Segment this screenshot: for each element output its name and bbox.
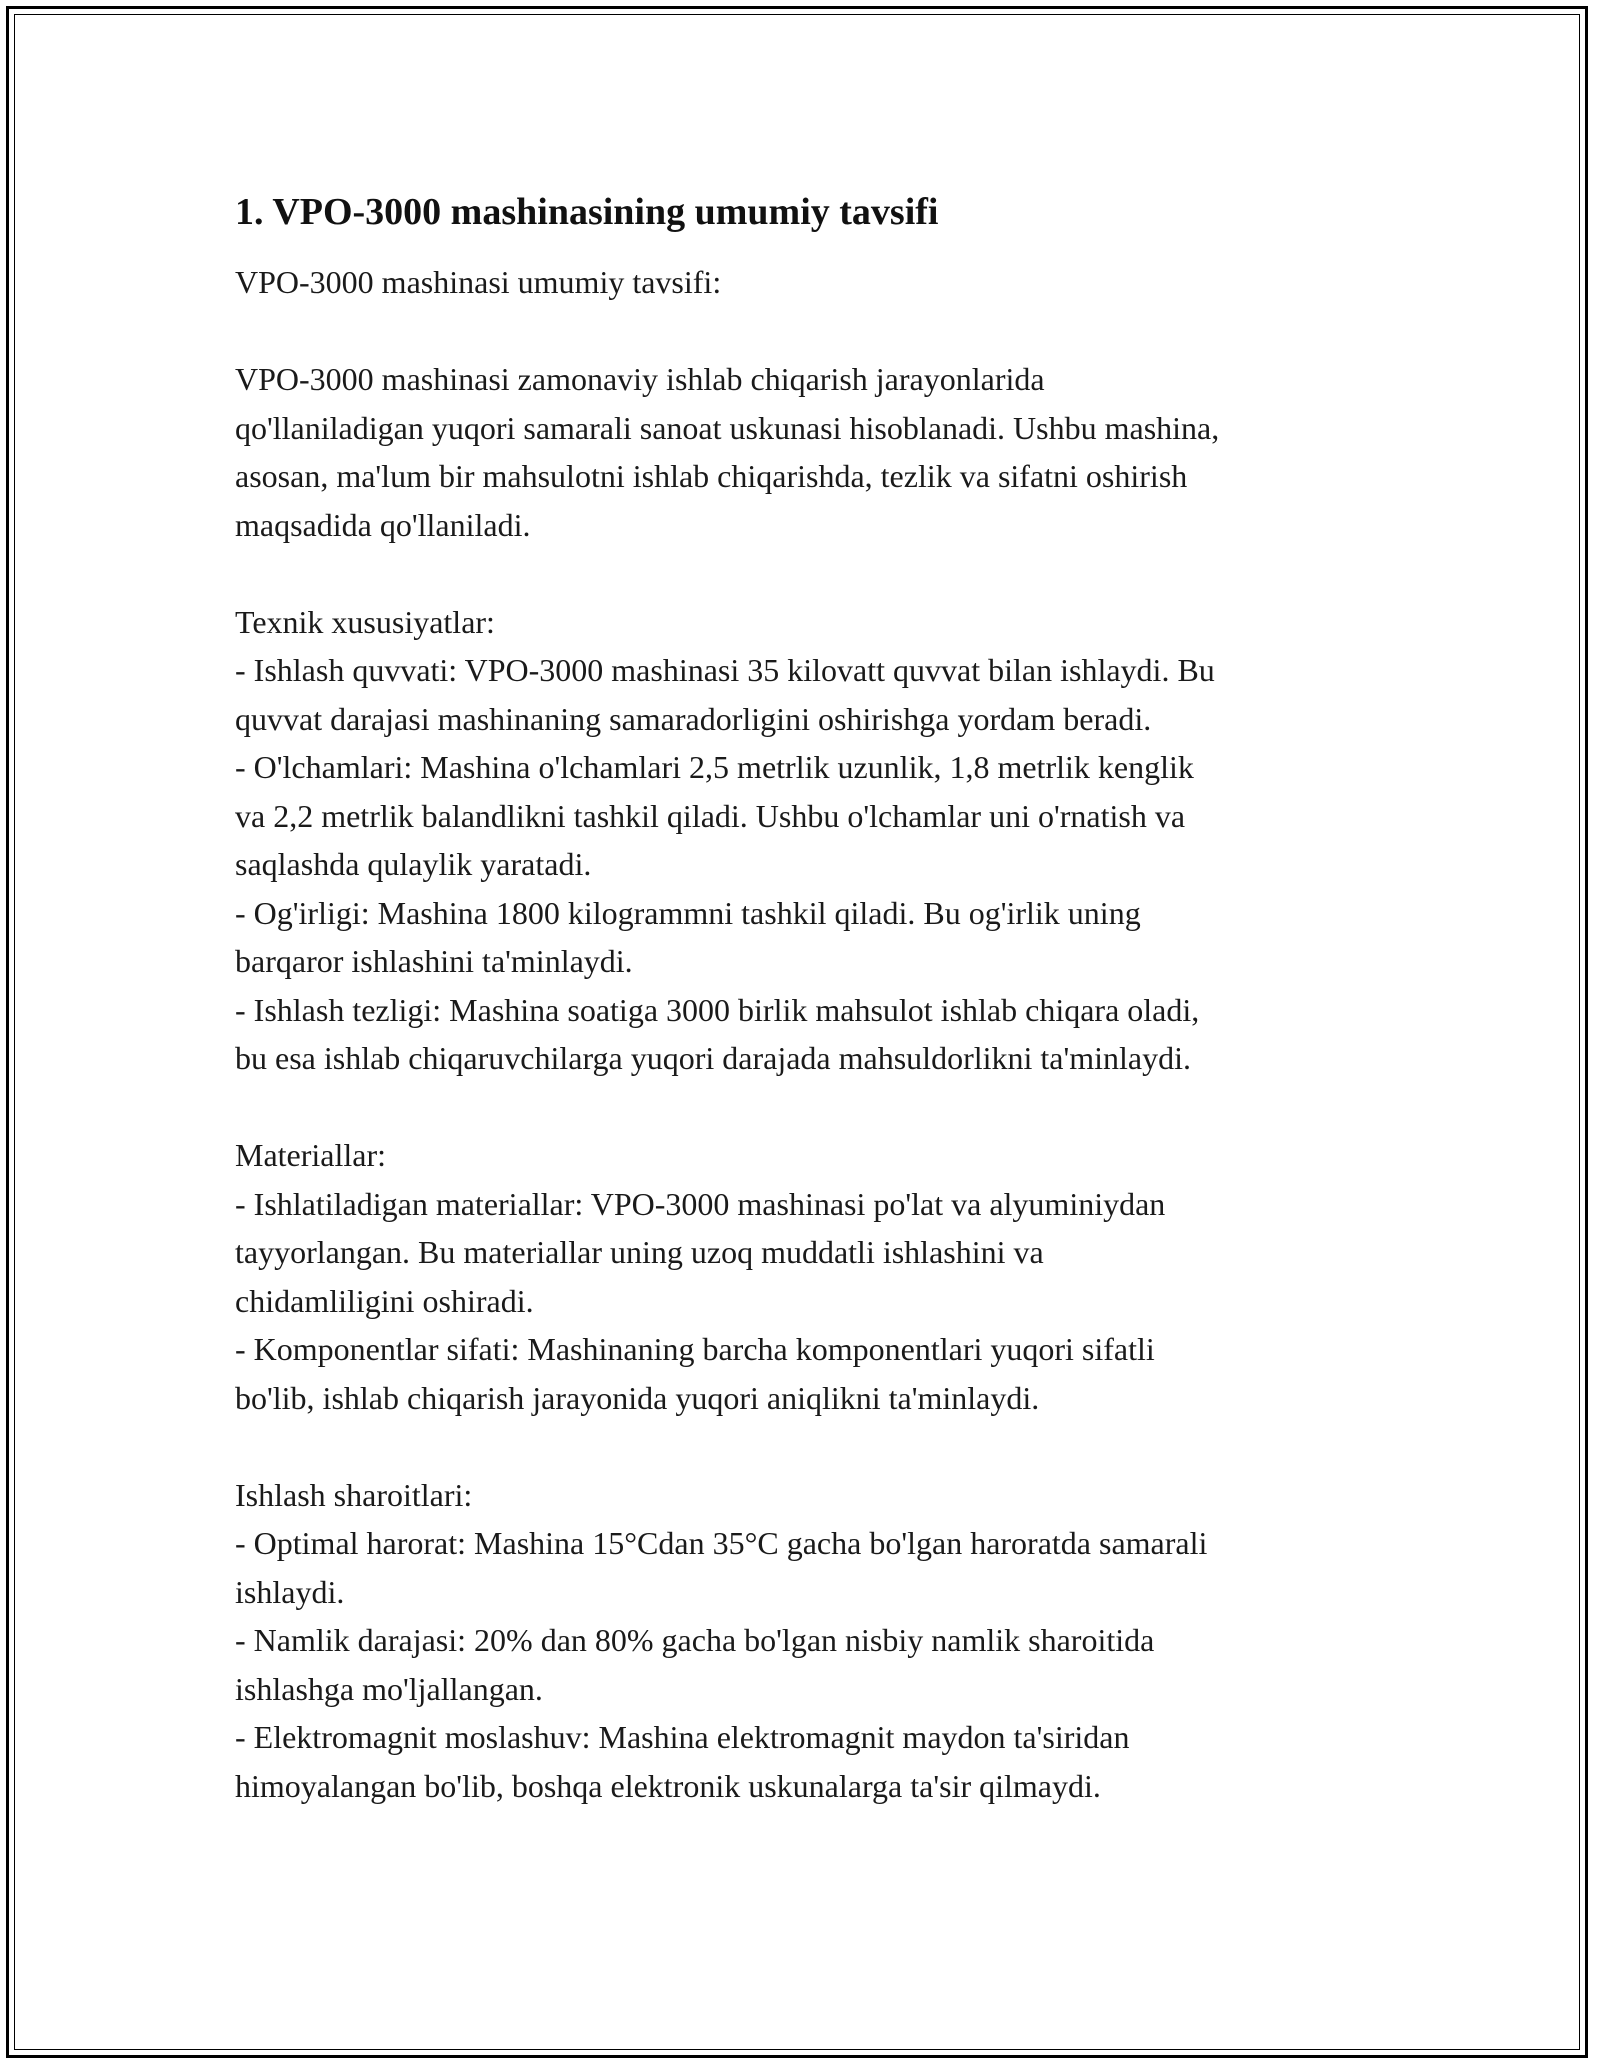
section-line: himoyalangan bo'lib, boshqa elektronik uskunalarga ta'sir qilmaydi. <box>235 1767 1101 1804</box>
intro-line: asosan, ma'lum bir mahsulotni ishlab chiqarishda, tezlik va sifatni oshirish <box>235 458 1188 494</box>
section-line: bo'lib, ishlab chiqarish jarayonida yuqori aniqlikni ta'minlaydi. <box>235 1379 1040 1416</box>
section-line: - Elektromagnit moslashuv: Mashina elektromagnit maydon ta'siridan <box>235 1719 1130 1755</box>
document-body <box>235 184 1375 1810</box>
intro-heading: VPO-3000 mashinasi umumiy tavsifi: <box>235 264 722 300</box>
paragraph-gap <box>235 1422 1375 1471</box>
section-line: tayyorlangan. Bu materiallar uning uzoq muddatli ishlashini va <box>235 1234 1044 1270</box>
section-line: - Ishlatiladigan materiallar: VPO-3000 mashinasi po'lat va alyuminiydan <box>235 1185 1166 1222</box>
section-line: chidamliligini oshiradi. <box>235 1282 534 1319</box>
section-heading: Materiallar: <box>235 1137 387 1173</box>
section-line: saqlashda qulaylik yaratadi. <box>235 846 592 882</box>
document-title: 1. VPO-3000 mashinasining umumiy tavsifi <box>235 191 939 233</box>
section-line: ishlashga mo'ljallangan. <box>235 1670 543 1707</box>
section-line: quvvat darajasi mashinaning samaradorligini oshirishga yordam beradi. <box>235 700 1152 737</box>
section-heading: Ishlash sharoitlari: <box>235 1476 473 1513</box>
intro-line: maqsadida qo'llaniladi. <box>235 506 531 543</box>
section-line: ishlaydi. <box>235 1573 345 1610</box>
paragraph-gap <box>235 307 1375 356</box>
intro-line: qo'llaniladigan yuqori samarali sanoat uskunasi hisoblanadi. Ushbu mashina, <box>235 409 1220 446</box>
section-line: - Komponentlar sifati: Mashinaning barcha komponentlari yuqori sifatli <box>235 1331 1155 1367</box>
section-operating-conditions <box>235 1471 1375 1811</box>
section-line: - Namlik darajasi: 20% dan 80% gacha bo'lgan nisbiy namlik sharoitida <box>235 1622 1155 1658</box>
section-line: - Og'irligi: Mashina 1800 kilogrammni tashkil qiladi. Bu og'irlik uning <box>235 894 1141 931</box>
section-line: barqaror ishlashini ta'minlaydi. <box>235 943 633 979</box>
section-materials <box>235 1131 1375 1422</box>
section-line: bu esa ishlab chiqaruvchilarga yuqori darajada mahsuldorlikni ta'minlaydi. <box>235 1040 1192 1076</box>
section-line: - Optimal harorat: Mashina 15°Cdan 35°C gacha bo'lgan haroratda samarali <box>235 1525 1208 1561</box>
section-heading: Texnik xususiyatlar: <box>235 603 495 640</box>
section-line: - Ishlash quvvati: VPO-3000 mashinasi 35 kilovatt quvvat bilan ishlaydi. Bu <box>235 652 1215 688</box>
paragraph-gap <box>235 1083 1375 1132</box>
intro-line: VPO-3000 mashinasi zamonaviy ishlab chiqarish jarayonlarida <box>235 361 1045 397</box>
section-technical-specs <box>235 598 1375 1083</box>
intro-paragraph <box>235 355 1375 549</box>
section-line: va 2,2 metrlik balandlikni tashkil qiladi. Ushbu o'lchamlar uni o'rnatish va <box>235 797 1186 834</box>
paragraph-gap <box>235 549 1375 598</box>
section-line: - O'lchamlari: Mashina o'lchamlari 2,5 metrlik uzunlik, 1,8 metrlik kenglik <box>235 749 1194 785</box>
section-line: - Ishlash tezligi: Mashina soatiga 3000 birlik mahsulot ishlab chiqara oladi, <box>235 991 1200 1028</box>
